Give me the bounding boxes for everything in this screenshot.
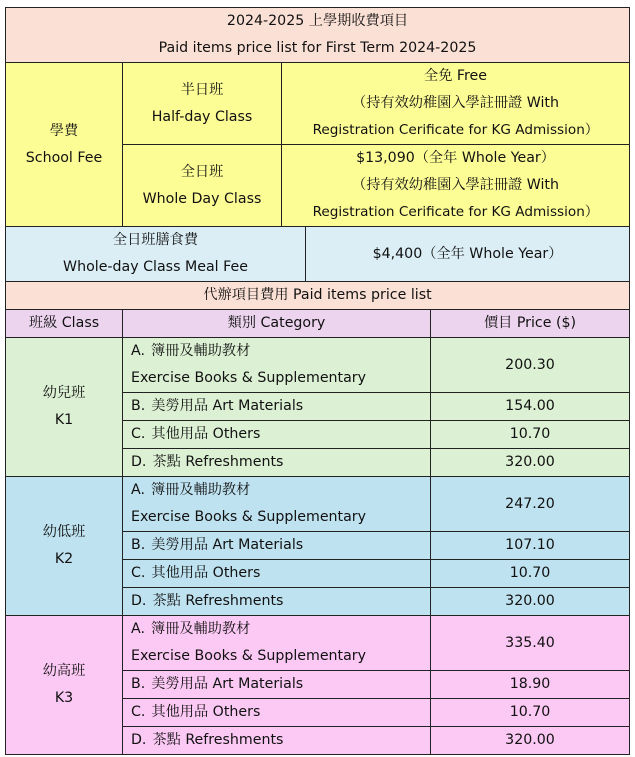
category-letter: C.: [131, 426, 146, 442]
category-name: 美勞用品 Art Materials: [151, 537, 304, 553]
half-day-class-name: [123, 63, 282, 145]
column-header-price: 價目 Price ($): [431, 310, 630, 338]
category-cell: [123, 338, 431, 393]
category-letter: C.: [131, 565, 146, 581]
category-letter: D.: [131, 732, 147, 748]
class-name-en: K1: [54, 412, 74, 428]
price-cell: 320.00: [431, 727, 630, 755]
whole-day-class-name: [123, 145, 282, 227]
meal-fee-price: $4,400（全年 Whole Year）: [306, 227, 630, 282]
category-name-en: Exercise Books & Supplementary: [131, 509, 367, 525]
class-name-en: K3: [54, 690, 74, 706]
class-name-en: K2: [54, 551, 74, 567]
column-header-category: 類別 Category: [123, 310, 431, 338]
category-letter: B.: [131, 676, 146, 692]
category-letter: C.: [131, 704, 146, 720]
school-fee-label-zh: 學費: [49, 122, 79, 139]
price-cell: 154.00: [431, 393, 630, 421]
category-name: 簿冊及輔助教材: [150, 343, 251, 359]
class-name-zh: 幼高班: [42, 663, 86, 679]
meal-fee-label: [6, 227, 306, 282]
category-name: 茶點 Refreshments: [152, 454, 284, 470]
table-row: [6, 616, 630, 671]
school-fee-label-en: School Fee: [25, 149, 103, 166]
table-row: [6, 477, 630, 532]
meal-fee-label-en: Whole-day Class Meal Fee: [63, 259, 248, 275]
category-name-en: Exercise Books & Supplementary: [131, 370, 367, 386]
category-name: 茶點 Refreshments: [152, 593, 284, 609]
class-name-zh: 幼低班: [42, 524, 86, 540]
category-name: 其他用品 Others: [151, 565, 261, 581]
category-letter: B.: [131, 398, 146, 414]
price-cell: 320.00: [431, 588, 630, 616]
category-name: 美勞用品 Art Materials: [151, 398, 304, 414]
class-name-zh: 幼兒班: [42, 385, 86, 401]
price-cell: 18.90: [431, 671, 630, 699]
school-fee-label: [6, 63, 123, 227]
price-cell: 320.00: [431, 449, 630, 477]
price-cell: 10.70: [431, 560, 630, 588]
category-name: 茶點 Refreshments: [152, 732, 284, 748]
category-name: 其他用品 Others: [151, 704, 261, 720]
price-cell: 335.40: [431, 616, 630, 671]
whole-day-name-zh: 全日班: [180, 163, 224, 180]
whole-day-fee-line-1: $13,090（全年 Whole Year）: [356, 150, 555, 166]
half-day-fee-line-2: （持有效幼稚園入學註冊證 With: [352, 95, 559, 111]
category-name: 簿冊及輔助教材: [150, 621, 251, 637]
price-cell: 10.70: [431, 699, 630, 727]
category-letter: A.: [131, 482, 145, 498]
category-cell: [123, 699, 431, 727]
whole-day-fee: [282, 145, 630, 227]
paid-items-title: 代辦項目費用 Paid items price list: [6, 282, 630, 310]
price-cell: 10.70: [431, 421, 630, 449]
whole-day-fee-line-2: （持有效幼稚園入學註冊證 With: [352, 177, 559, 193]
title-line-2: Paid items price list for First Term 2024-2025: [158, 40, 477, 56]
meal-fee-label-zh: 全日班膳食費: [112, 232, 199, 248]
category-cell: [123, 671, 431, 699]
category-cell: [123, 477, 431, 532]
class-cell-k1: [6, 338, 123, 477]
title-line-1: 2024-2025 上學期收費項目: [226, 13, 409, 29]
half-day-fee: [282, 63, 630, 145]
class-cell-k2: [6, 477, 123, 616]
category-cell: [123, 532, 431, 560]
category-letter: D.: [131, 454, 147, 470]
category-cell: [123, 449, 431, 477]
page-title: [6, 8, 630, 63]
half-day-fee-line-1: 全免 Free: [424, 68, 487, 84]
half-day-name-en: Half-day Class: [151, 108, 253, 125]
category-name: 簿冊及輔助教材: [150, 482, 251, 498]
category-cell: [123, 393, 431, 421]
category-letter: D.: [131, 593, 147, 609]
price-cell: 247.20: [431, 477, 630, 532]
category-letter: A.: [131, 343, 145, 359]
whole-day-name-en: Whole Day Class: [142, 190, 262, 207]
category-name-en: Exercise Books & Supplementary: [131, 648, 367, 664]
category-name: 其他用品 Others: [151, 426, 261, 442]
category-letter: B.: [131, 537, 146, 553]
price-cell: 107.10: [431, 532, 630, 560]
price-cell: 200.30: [431, 338, 630, 393]
half-day-fee-line-3: Registration Cerificate for KG Admission）: [312, 122, 599, 138]
table-row: [6, 338, 630, 393]
category-cell: [123, 421, 431, 449]
category-cell: [123, 588, 431, 616]
column-header-class: 班級 Class: [6, 310, 123, 338]
category-cell: [123, 560, 431, 588]
category-cell: [123, 727, 431, 755]
category-letter: A.: [131, 621, 145, 637]
category-name: 美勞用品 Art Materials: [151, 676, 304, 692]
whole-day-fee-line-3: Registration Cerificate for KG Admission）: [312, 204, 599, 220]
half-day-name-zh: 半日班: [180, 81, 224, 98]
fee-table: [5, 7, 630, 755]
category-cell: [123, 616, 431, 671]
class-cell-k3: [6, 616, 123, 755]
